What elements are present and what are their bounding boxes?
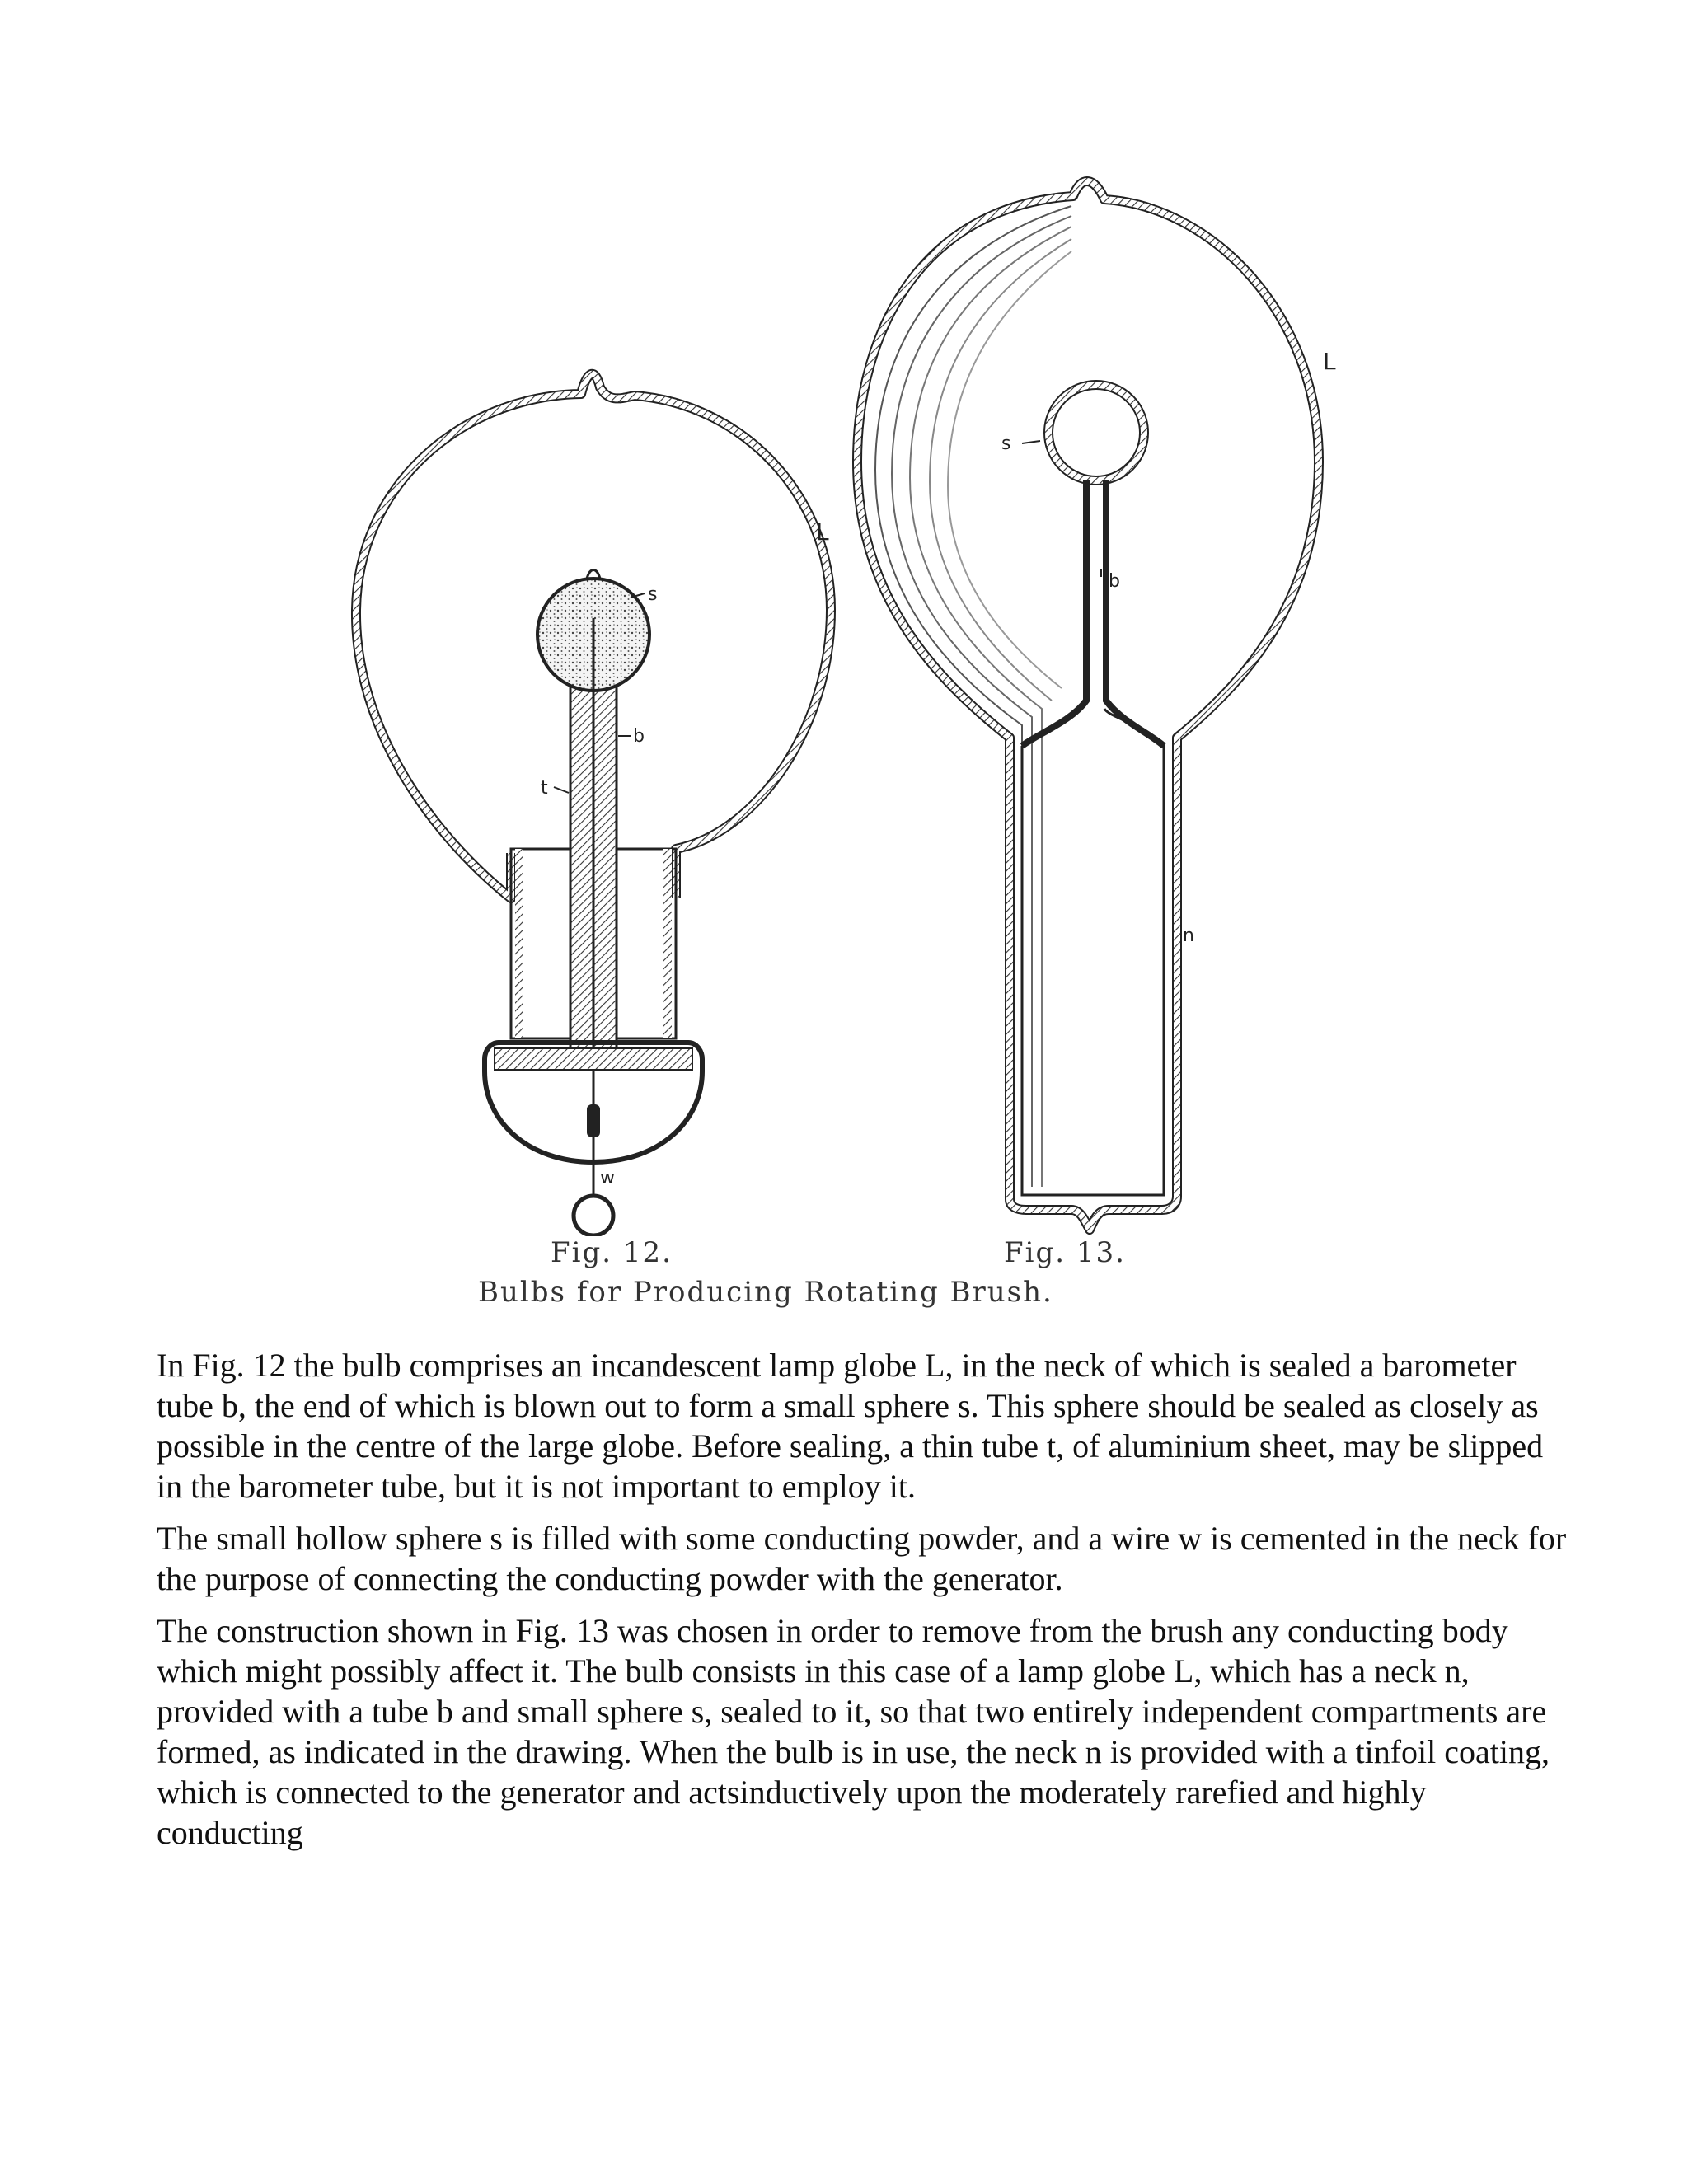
fig12-label-w: w [600, 1168, 615, 1188]
fig13-drawing [857, 181, 1319, 1230]
fig12-wire-loop [574, 1196, 613, 1235]
fig12-label-s: s [648, 584, 658, 605]
paragraph-1: In Fig. 12 the bulb comprises an incandescent lamp globe L, in the neck of which is sealed a barometer tube b, the end of which is blown out to form a small sphere s. This sphere should be sealed as closely as possible in the centre of the large globe. Before sealing, a thin tube t, of aluminium sheet, may be slipped in the barometer tube, but it is not important to employ it. [157, 1347, 1544, 1505]
document-body [157, 1345, 1574, 1864]
fig13-label-L: L [1323, 348, 1336, 375]
fig13-tube [1022, 480, 1164, 746]
fig13-label-s: s [1001, 434, 1011, 454]
fig13-neck [1022, 709, 1164, 1195]
paragraph-3: The construction shown in Fig. 13 was chosen in order to remove from the brush any conducting body which might possibly affect it. The bulb consists in this case of a lamp globe L, which has a neck n, provided with a tube b and small sphere s, sealed to it, so that two entirely independent compartments are formed, as indicated in the drawing. When the bulb is in use, the neck n is provided with a tinfoil coating, which is connected to the generator and actsinductively upon the moderately rarefied and highly conducting [157, 1612, 1550, 1851]
paragraph-2: The small hollow sphere s is filled with some conducting powder, and a wire w is cemented in the neck for the purpose of connecting the conducting powder with the generator. [157, 1520, 1567, 1597]
fig12-label-t: t [541, 778, 548, 799]
fig13-globe [857, 181, 1319, 1230]
plate-caption: Bulbs for Producing Rotating Brush. [478, 1276, 1053, 1309]
fig13-label-b: b [1109, 571, 1120, 592]
fig12-caption: Fig. 12. [551, 1236, 673, 1269]
fig12-drawing [356, 374, 831, 1235]
fig12-label-L: L [816, 518, 829, 546]
fig13-caption: Fig. 13. [1004, 1236, 1126, 1269]
fig12-label-b: b [633, 726, 645, 747]
fig13-label-n: n [1183, 926, 1194, 946]
